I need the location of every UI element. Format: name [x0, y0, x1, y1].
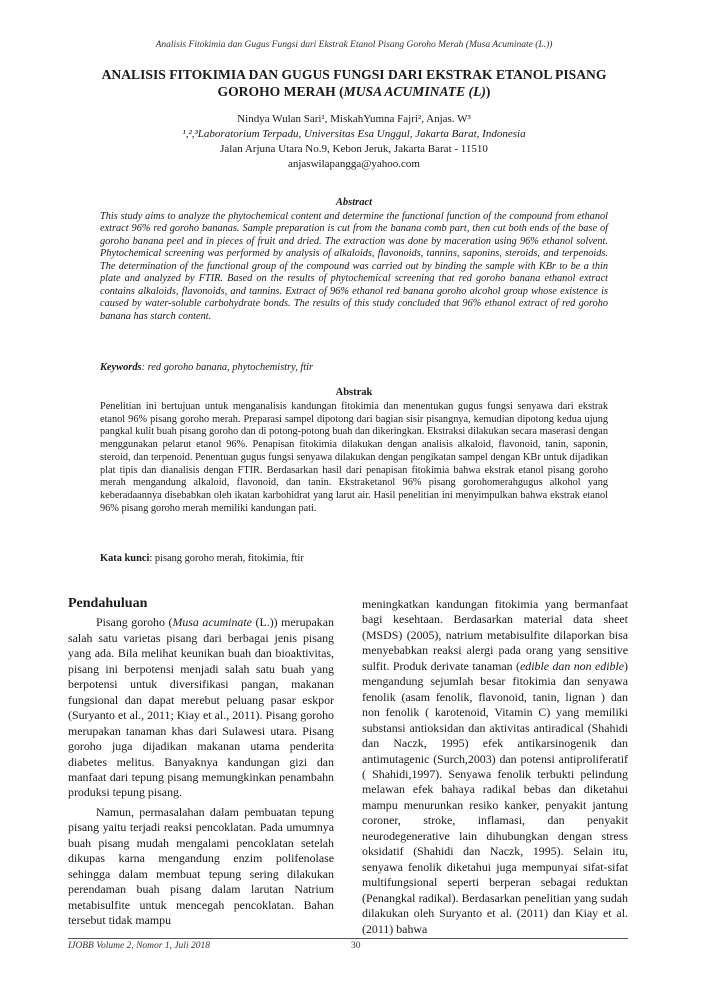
keywords-en-label: Keywords	[100, 362, 142, 373]
footer-journal: IJOBB Volume 2, Nomor 1, Juli 2018	[68, 941, 210, 951]
intro-p1-start: Pisang goroho (	[96, 615, 173, 630]
intro-paragraph-1	[68, 615, 334, 800]
author-affiliation: ¹,²,³Laboratorium Terpadu, Universitas Esa Unggul, Jakarta Barat, Indonesia	[182, 128, 526, 140]
title-line-2-plain: GOROHO MERAH (	[217, 84, 344, 99]
keywords-id	[100, 553, 608, 564]
page-footer	[68, 938, 628, 951]
abstract-id-heading: Abstrak	[335, 387, 373, 398]
author-email: anjaswilapangga@yahoo.com	[287, 158, 420, 170]
intro-p3-b: ) mengandung sejumlah besar fitokimia dan senyawa fenolik (asam fenolik, flavonoid, tanin, lignan ) dan non fenolik ( karotenoid, Vitamin C) yang memiliki substansi antioksidan dan aktivitas antiradical (Shahidi dan Naczk, 1995) efek antikarsinogenik dan antimutagenic (Surch,2003) dan potensi antiproliferatif ( Shahidi,1997). Senyawa fenolik terbukti pelindung melawan efek bahaya radikal bebas dan diketahui mampu menurunkan resiko kanker, penyakit jantung coroner, stroke, inflamasi, dan penyakit neurodegenerative lain dihubungkan dengan stress oksidatif (Shahidi dan Naczk, 1995). Selain itu, senyawa fenolik diketahui juga mempunyai sifat-sifat multifungsional seperti berperan sebagai reduktan (Penangkal radikal). Berdasarkan penelitian yang sudah dilakukan oleh Suryanto et al. (2011) dan Kiay et al. (2011) bahwa	[362, 658, 628, 936]
title-line-1: ANALISIS FITOKIMIA DAN GUGUS FUNGSI DARI EKSTRAK ETANOL PISANG	[101, 67, 607, 82]
intro-paragraph-2: Namun, permasalahan dalam pembuatan tepung pisang yaitu terjadi reaksi pencoklatan. Pada umumnya buah pisang mudah mengalami pencoklatan setelah dikupas karna mengandung enzim polifenolase sehingga dalam membuat tepung sering dilakukan perendaman buah pisang dalam larutan Natrium metabisulfite untuk mencegah pencoklatan. Bahan tersebut tidak mampu	[68, 804, 334, 928]
paper-title	[90, 66, 618, 100]
right-column	[362, 597, 628, 937]
intro-p1-rest: (L.)) merupakan salah satu varietas pisang dari berbagai jenis pisang yang ada. Bila melihat keunikan buah dan bioaktivitas, pisang ini berpotensi menjadi salah satu buah yang berpotensi untuk diversifikasi pangan, makanan fungsional dan dapat merebut peluang pasar eskpor (Suryanto et al., 2011; Kiay et al., 2011). Pisang goroho merupakan tanaman khas dari Sulawesi utara. Pisang goroho juga dijadikan makanan utama penderita diabetes melitus. Banyaknya kandungan gizi dan manfaat dari tepung pisang memungkinkan penambahn produksi tepung pisang.	[68, 615, 334, 800]
intro-p3-italic: edible dan non edible	[519, 658, 625, 673]
abstract-en-heading	[0, 197, 708, 208]
intro-p1-italic: Musa acuminate	[172, 615, 252, 630]
keywords-en-text: : red goroho banana, phytochemistry, ftir	[141, 362, 314, 373]
keywords-id-text: : pisang goroho merah, fitokimia, ftir	[149, 553, 304, 564]
intro-p3-a: meningkatkan kandungan fitokimia yang bermanfaat bagi kesehtaan. Berdasarkan material data sheet (MSDS) (2005), natrium metabisulfite dilaporkan bisa menyebabkan reaksi alergi pada orang yang sensitive sulfit. Produk derivate tanaman (	[362, 597, 628, 673]
author-names: Nindya Wulan Sari¹, MiskahYumna Fajri², Anjas. W³	[237, 113, 471, 125]
left-column	[68, 596, 334, 929]
running-head: Analisis Fitokimia dan Gugus Fungsi dari Ekstrak Etanol Pisang Goroho Merah (Musa Acuminate (L.))	[155, 40, 553, 50]
title-line-2-italic: MUSA ACUMINATE (L)	[343, 84, 486, 99]
keywords-en	[100, 362, 608, 373]
keywords-id-label: Kata kunci	[100, 553, 150, 564]
abstract-id-body: Penelitian ini bertujuan untuk menganalisis kandungan fitokimia dan menentukan gugus fungsi senyawa dari ekstrak etanol 96% pisang goroho merah. Preparasi sampel dipotong dari bagian sisir pisangnya, kemudian dipotong kedua ujung pangkal kulit buah pisang goroho dan di potong-potong buah dan dikeringkan. Ekstraksi dilakukan secara maserasi dengan menggunakan pelarut etanol 96%. Penapisan fitokimia dilakukan dengan analisis alkaloid, flavonoid, tanin, saponin, steroid, dan terpenoid. Penentuan gugus fungsi senyawa dilakukan dengan pengikatan sampel dengan KBr untuk dijadikan plat tipis dan dianalisis dengan FTIR. Berdasarkan hasil dari penapisan fitokimia bahwa ekstrak etanol pisang goroho merah mengandung alkaloid, flavonoid, dan tanin. Ekstraketanol 96% pisang gorohomerahgugus alkohol yang keberadaannya disebabkan oleh ikatan karbohidrat yang larut air. Hasil penelitian ini menyimpulkan bahwa ekstrak etanol 96% pisang goroho merah memiliki kandungan pati.	[100, 401, 608, 514]
author-block	[60, 112, 648, 172]
abstract-en-body: This study aims to analyze the phytochemical content and determine the functional function of the compound from ethanol extract 96% red goroho bananas. Sample preparation is cut from the banana comb part, then cut both ends of the base of goroho banana peel and in pieces of fruit and dried. The extraction was done by maceration using 96% ethanol solvent. Phytochemical screening was performed by analysis of alkaloids, flavonoids, tannins, saponins, steroids, and terpenoids. The determination of the functional group of the compound was carried out by binding the sample with KBr to be a thin plate and analyzed by FTIR. Based on the results of phytochemical screening that red goroho banana ethanol extract contains alkaloids, flavonoids, and tannins. Extract of 96% ethanol red banana goroho alcohol group whose existence is caused by water-soluble carbohydrate bonds. The results of this study concluded that 96% ethanol extract of red goroho banana has starch content.	[100, 211, 608, 322]
intro-paragraph-3	[362, 597, 628, 937]
title-line-2-end: )	[485, 84, 491, 99]
section-heading-pendahuluan: Pendahuluan	[68, 596, 148, 611]
author-address: Jalan Arjuna Utara No.9, Kebon Jeruk, Jakarta Barat - 11510	[220, 143, 488, 155]
abstract-en-heading-text: Abstract	[335, 197, 373, 208]
title-line-2	[90, 83, 618, 100]
page-number: 30	[351, 941, 361, 951]
